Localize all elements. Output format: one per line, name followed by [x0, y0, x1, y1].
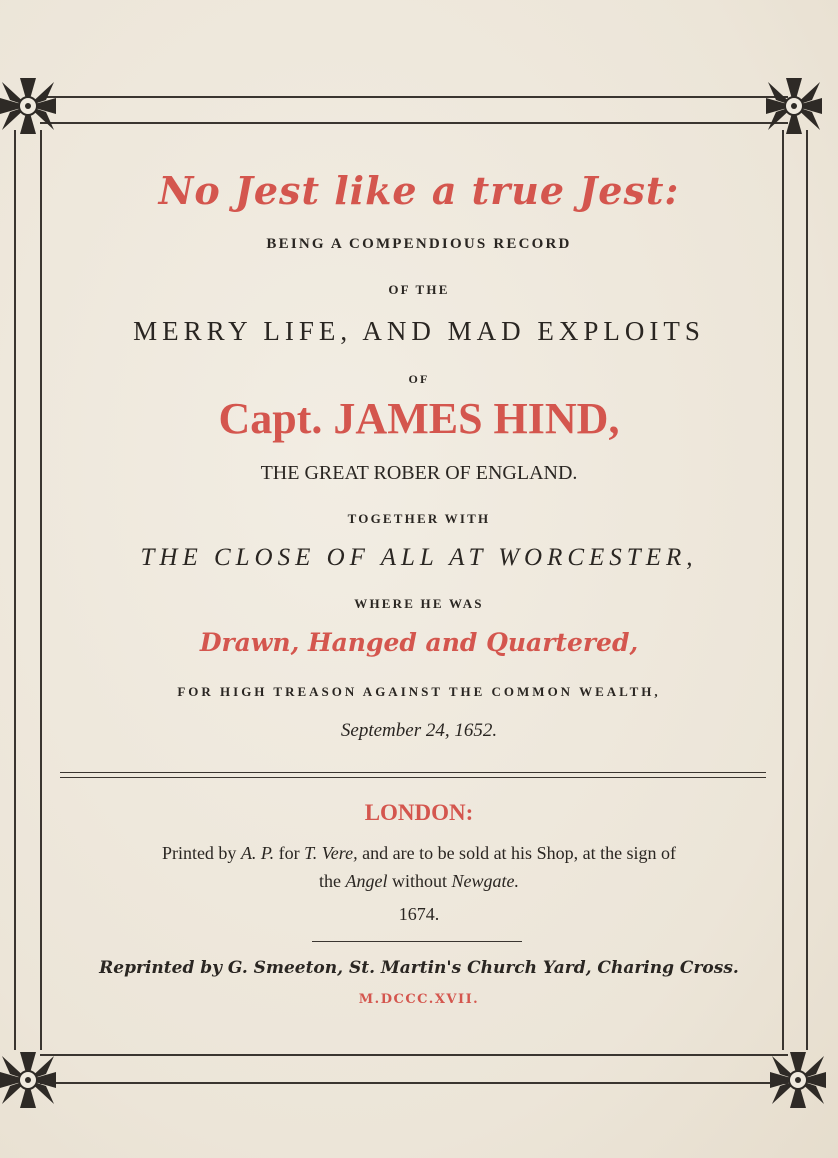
date: September 24, 1652.: [340, 720, 498, 741]
subtitle-merry-life: MERRY LIFE, AND MAD EXPLOITS: [133, 316, 705, 346]
imprint-the: the: [318, 871, 341, 891]
imprint-place: Newgate.: [451, 871, 519, 891]
reprint-year: M.DCCC.XVII.: [358, 992, 480, 1007]
corner-ornament-icon: [0, 76, 58, 136]
short-rule: [312, 941, 522, 942]
imprint-without: without: [391, 871, 447, 891]
top-rule-outer: [40, 96, 788, 98]
subtitle-of: OF: [408, 372, 430, 386]
imprint-printer: A. P.: [240, 843, 275, 863]
together-with: TOGETHER WITH: [347, 511, 491, 526]
imprint-sold: and are to be sold at his Shop, at the sign of: [362, 843, 677, 863]
close-of-all: THE CLOSE OF ALL AT WORCESTER,: [140, 544, 698, 571]
divider-rule-1: [60, 772, 766, 773]
hero-name: Capt. JAMES HIND,: [218, 394, 620, 443]
corner-ornament-icon: [0, 1050, 58, 1110]
descriptor: THE GREAT ROBER OF ENGLAND.: [260, 462, 578, 484]
imprint-line-1: [0, 843, 838, 864]
fate: Drawn, Hanged and Quartered,: [199, 628, 639, 657]
top-rule-inner: [40, 122, 788, 124]
corner-ornament-icon: [768, 1050, 828, 1110]
imprint-line-2: [0, 871, 838, 892]
reprint-line: Reprinted by G. Smeeton, St. Martin's Church Yard, Charing Cross.: [99, 958, 739, 978]
treason: FOR HIGH TREASON AGAINST THE COMMON WEALTH,: [177, 684, 661, 699]
subtitle-of-the: OF THE: [388, 282, 450, 297]
bottom-rule-outer: [40, 1082, 788, 1084]
where-he-was: WHERE HE WAS: [354, 596, 484, 611]
corner-ornament-icon: [764, 76, 824, 136]
imprint-sign: Angel: [345, 871, 388, 891]
divider-rule-2: [60, 777, 766, 778]
imprint-printed-by: Printed by: [161, 843, 237, 863]
subtitle-compendious: BEING A COMPENDIOUS RECORD: [266, 236, 572, 252]
imprint-year: 1674.: [398, 904, 440, 924]
imprint-bookseller: T. Vere,: [304, 843, 358, 863]
imprint-for: for: [278, 843, 300, 863]
title: No Jest like a true Jest:: [158, 168, 680, 213]
imprint-city: LONDON:: [364, 800, 474, 825]
bottom-rule-inner: [40, 1054, 788, 1056]
